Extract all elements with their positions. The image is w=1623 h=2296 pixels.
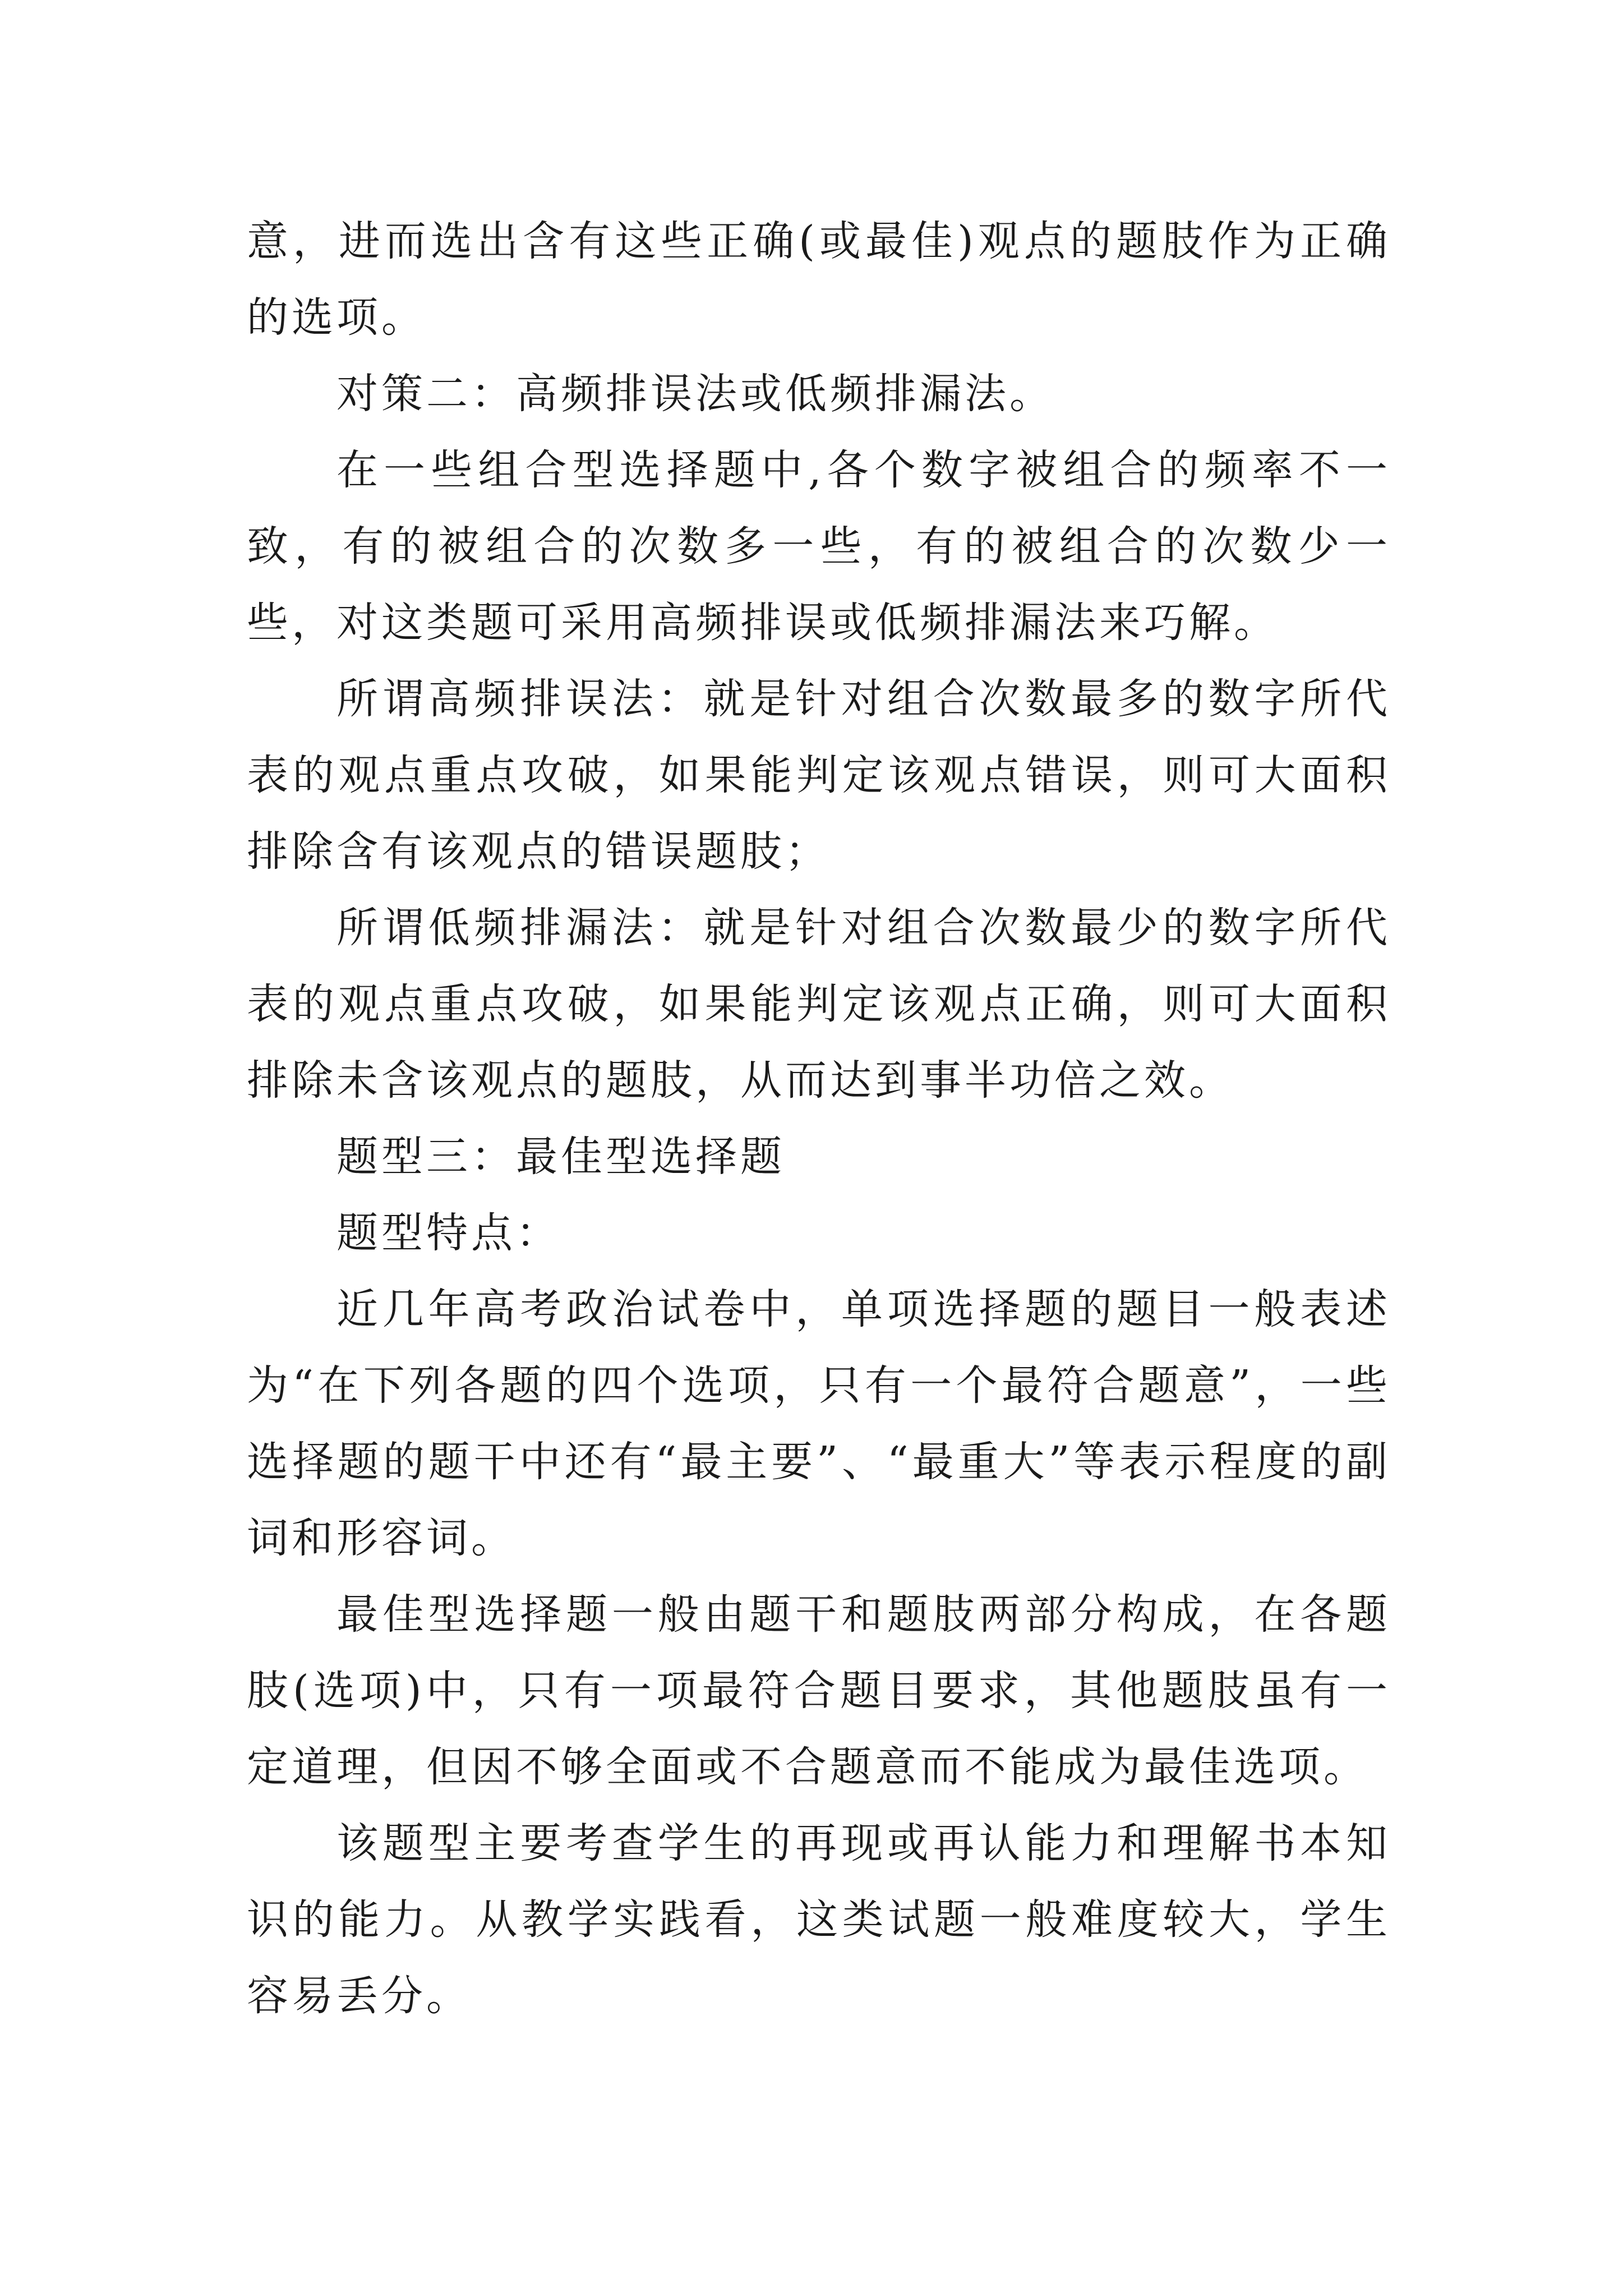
paragraph-strategy-two-heading: 对策二：高频排误法或低频排漏法。	[336, 370, 1054, 418]
paragraph-ability-assessment: 该题型主要考查学生的再现或再认能力和理解书本知识的能力。从教学实践看，这类试题一般难度较大，学生容易丢分。	[247, 1819, 1391, 2020]
paragraph-best-choice-structure: 最佳型选择题一般由题干和题肢两部分构成，在各题肢(选项)中，只有一项最符合题目要求，其他题肢虽有一定道理，但因不够全面或不合题意而不能成为最佳选项。	[247, 1590, 1391, 1791]
paragraph-combination-questions: 在一些组合型选择题中,各个数字被组合的频率不一致，有的被组合的次数多一些，有的被组合的次数少一些，对这类题可采用高频排误或低频排漏法来巧解。	[247, 446, 1391, 647]
paragraph-low-frequency-method: 所谓低频排漏法：就是针对组合次数最少的数字所代表的观点重点攻破，如果能判定该观点正确，则可大面积排除未含该观点的题肢，从而达到事半功倍之效。	[247, 904, 1391, 1105]
paragraph-question-type-three: 题型三：最佳型选择题	[336, 1133, 785, 1181]
paragraph-continuation: 意，进而选出含有这些正确(或最佳)观点的题肢作为正确的选项。	[247, 217, 1391, 342]
paragraph-recent-exams: 近几年高考政治试卷中，单项选择题的题目一般表述为“在下列各题的四个选项，只有一个最符合题意”，一些选择题的题干中还有“最主要”、“最重大”等表示程度的副词和形容词。	[247, 1285, 1391, 1562]
document-body	[247, 203, 1391, 2034]
paragraph-high-frequency-method: 所谓高频排误法：就是针对组合次数最多的数字所代表的观点重点攻破，如果能判定该观点错误，则可大面积排除含有该观点的错误题肢；	[247, 675, 1391, 876]
paragraph-type-features-heading: 题型特点：	[336, 1209, 561, 1257]
